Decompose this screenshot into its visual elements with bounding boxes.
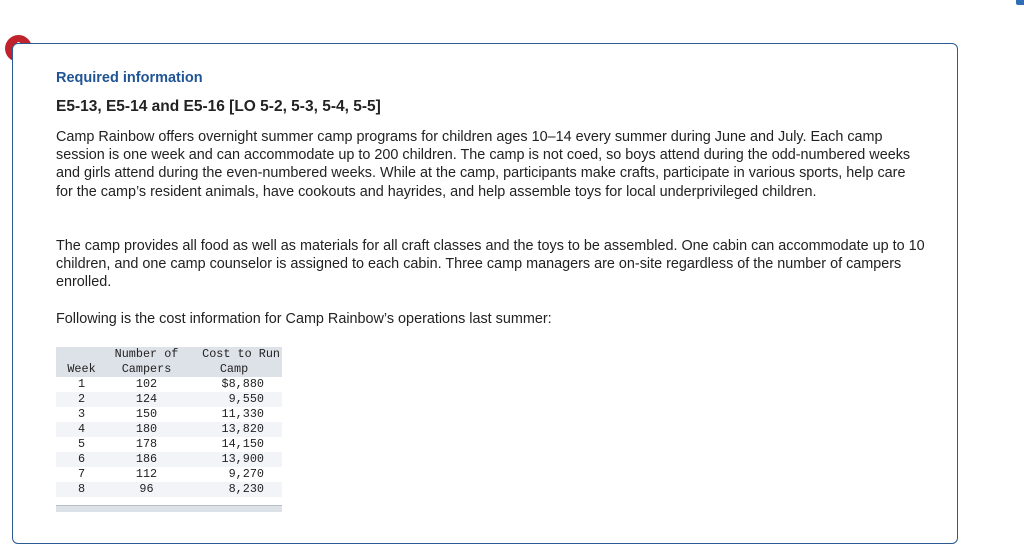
paragraph-intro: Camp Rainbow offers overnight summer camp programs for children ages 10–14 every summer during June and July. Each camp session is one week and can accommodate up to 200 children. The camp is not coed, so boys attend during the odd-numbered weeks and girls attend during the even-numbered weeks. While at the camp, participants make crafts, participate in various sports, help care for the camp’s resident animals, have cookouts and hayrides, and help assemble toys for local underprivileged children. bbox=[56, 129, 911, 200]
cell-campers: 150 bbox=[107, 407, 186, 422]
header-campers-line1: Number of bbox=[107, 347, 186, 362]
cell-campers: 180 bbox=[107, 422, 186, 437]
header-campers-line2: Campers bbox=[107, 362, 186, 377]
header-cost-line1: Cost to Run bbox=[186, 347, 282, 362]
table-scrollbar-base bbox=[56, 505, 282, 512]
paragraph-costs: The camp provides all food as well as materials for all craft classes and the toys to be assembled. One cabin can accommodate up to 10 children, and one camp counselor is assigned to each cabin. Three camp managers are on-site regardless of the number of campers enrolled. bbox=[56, 238, 925, 291]
cell-campers: 102 bbox=[107, 377, 186, 392]
cell-week: 7 bbox=[56, 467, 107, 482]
cell-week: 5 bbox=[56, 437, 107, 452]
cell-cost: 9,550 bbox=[186, 392, 282, 407]
cell-campers: 112 bbox=[107, 467, 186, 482]
cell-week: 1 bbox=[56, 377, 107, 392]
cell-cost: 8,230 bbox=[186, 482, 282, 497]
cell-week: 3 bbox=[56, 407, 107, 422]
cell-campers: 124 bbox=[107, 392, 186, 407]
header-week-blank bbox=[56, 347, 107, 362]
cell-week: 4 bbox=[56, 422, 107, 437]
cell-cost: 13,820 bbox=[186, 422, 282, 437]
header-week: Week bbox=[56, 362, 107, 377]
table-row bbox=[56, 377, 282, 392]
corner-marker bbox=[1016, 0, 1024, 5]
cell-week: 6 bbox=[56, 452, 107, 467]
header-cost-line2: Camp bbox=[186, 362, 282, 377]
cell-cost: $8,880 bbox=[186, 377, 282, 392]
cell-campers: 186 bbox=[107, 452, 186, 467]
table-row bbox=[56, 452, 282, 467]
exercise-heading: E5-13, E5-14 and E5-16 [LO 5-2, 5-3, 5-4, 5-5] bbox=[56, 98, 381, 115]
cell-cost: 11,330 bbox=[186, 407, 282, 422]
cell-campers: 178 bbox=[107, 437, 186, 452]
cell-cost: 9,270 bbox=[186, 467, 282, 482]
cell-cost: 13,900 bbox=[186, 452, 282, 467]
table-row bbox=[56, 467, 282, 482]
table-row bbox=[56, 392, 282, 407]
cell-campers: 96 bbox=[107, 482, 186, 497]
table-header-row-1 bbox=[56, 347, 282, 362]
cost-table bbox=[56, 347, 282, 497]
cell-week: 8 bbox=[56, 482, 107, 497]
table-row bbox=[56, 437, 282, 452]
table-row bbox=[56, 422, 282, 437]
table-row bbox=[56, 407, 282, 422]
required-information-title: Required information bbox=[56, 70, 203, 86]
cell-cost: 14,150 bbox=[186, 437, 282, 452]
required-information-card bbox=[12, 43, 958, 544]
table-header-row-2 bbox=[56, 362, 282, 377]
table-row bbox=[56, 482, 282, 497]
cell-week: 2 bbox=[56, 392, 107, 407]
paragraph-table-intro: Following is the cost information for Camp Rainbow’s operations last summer: bbox=[56, 311, 552, 327]
